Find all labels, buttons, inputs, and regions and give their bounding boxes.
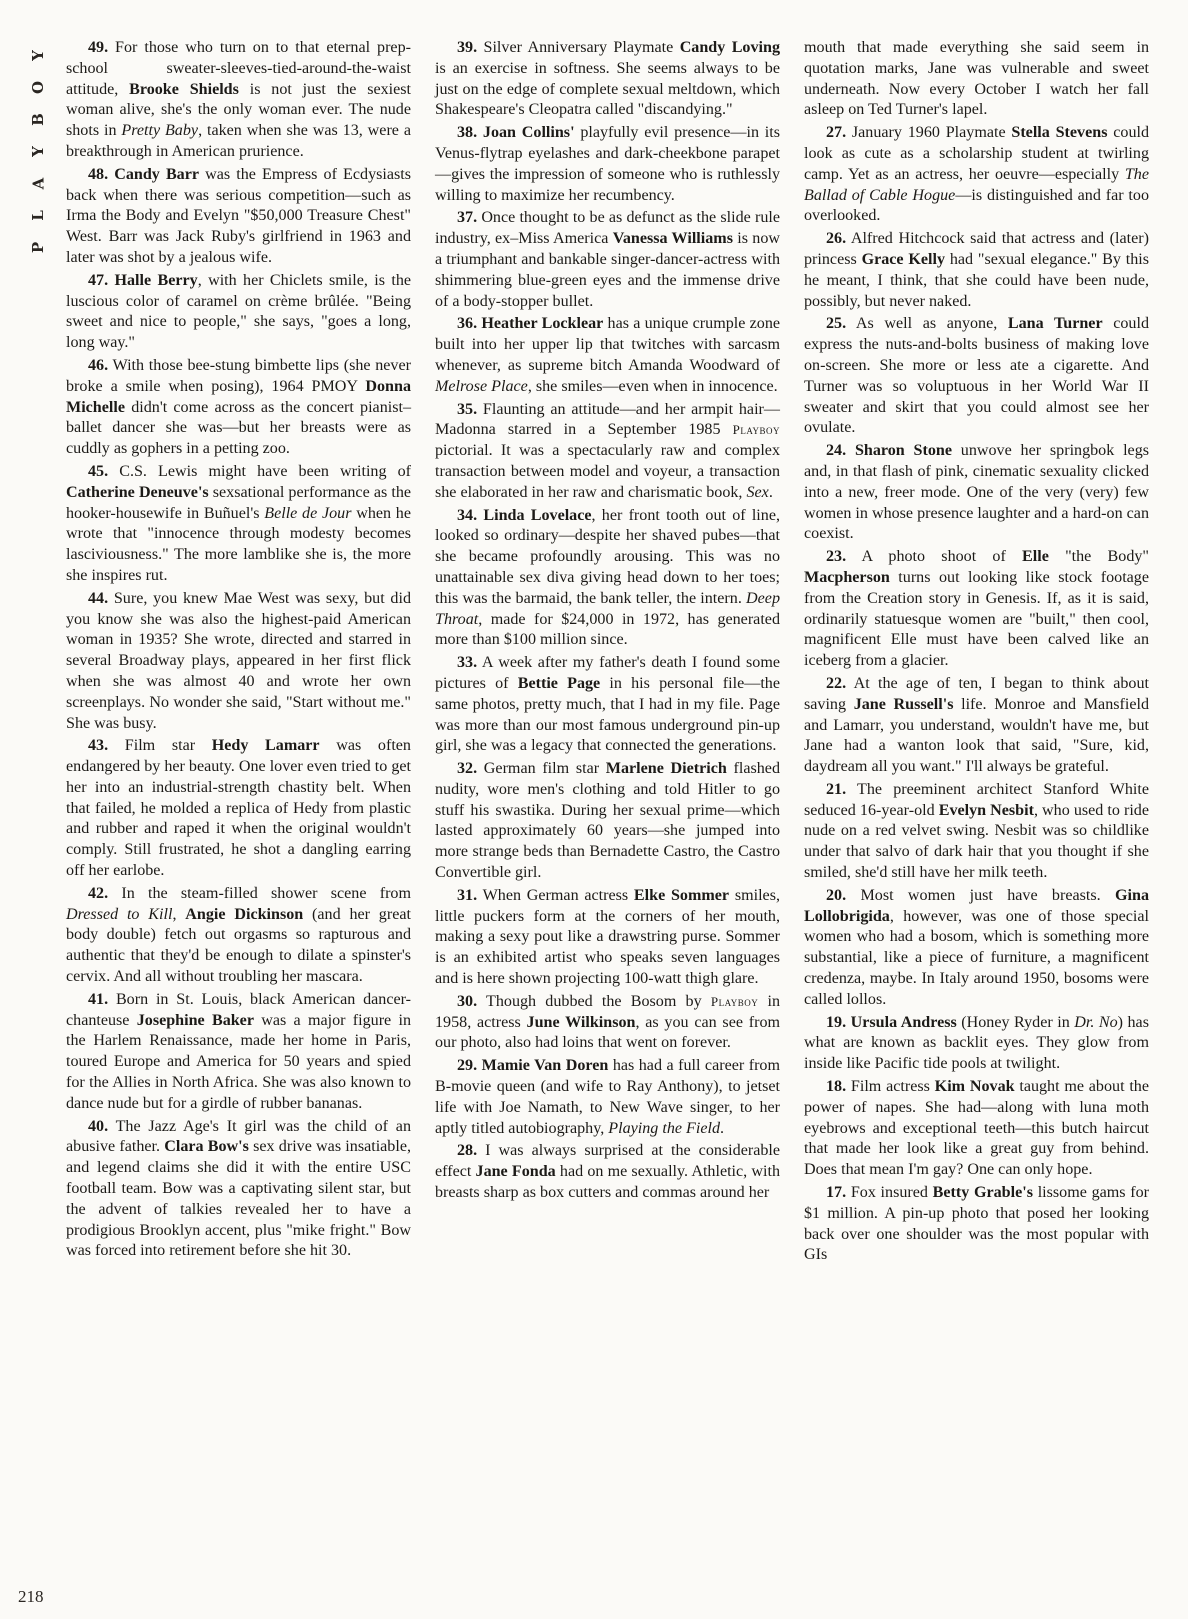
body-text xyxy=(846,442,855,459)
entry-number: 49. xyxy=(88,39,109,56)
body-text: German film star xyxy=(477,760,606,778)
body-text: . xyxy=(768,483,773,501)
body-text: is an exercise in softness. She seems always to be just on the edge of complete sexual meltdown, which Shakespeare's Cleopatra called "discandying." xyxy=(435,59,780,119)
body-text: sexsational performance as the hooker-housewife in Buñuel's xyxy=(66,483,412,522)
body-text: ) has what are known as backlit eyes. They glow from inside like Pacific tide pools at twilight. xyxy=(804,1013,1149,1073)
subject-name: Lana Turner xyxy=(1007,315,1103,333)
title-italic: The Ballad of Cable Hogue xyxy=(804,165,1149,204)
title-italic: Sex xyxy=(746,483,769,501)
subject-name: Candy Barr xyxy=(114,165,200,183)
title-italic: Playing the Field xyxy=(608,1119,721,1137)
body-text: is not just the sexiest woman alive, she's the only woman ever. The nude shots in xyxy=(66,80,412,140)
body-text: taught me about the power of napes. She had—along with luna moth eyebrows and exceptional teeth—this butch haircut that made her look like a great guy from behind. Does that mean I'm gay? One can only hope. xyxy=(804,1078,1149,1179)
body-text: has a unique crumple zone built into her upper lip that twitches with sarcasm whenever, as supreme bitch Amanda Woodward of xyxy=(435,315,781,374)
entry-number: 34. xyxy=(457,506,478,524)
list-item xyxy=(435,992,780,1054)
body-text: in 1958, actress xyxy=(435,992,780,1031)
body-text: unwove her springbok legs and, in that flash of pink, cinematic sexuality clicked into a new, freer mode. One of the very (very) few women in whose presence laughter and a hard-on can coexist. xyxy=(804,442,1149,543)
body-text: sex drive was insatiable, and legend claims she did it with the entire USC football team. Bow was a captivating silent star, but the advent of talkies revealed her to have a prodigious Brooklyn accent, plus "mike fright." Bow was forced into retirement before she hit 30. xyxy=(66,1138,411,1260)
subject-name: Candy Loving xyxy=(679,39,780,56)
subject-name: Linda Lovelace xyxy=(483,506,592,524)
body-text: Fox insured xyxy=(846,1184,933,1202)
list-item xyxy=(66,990,411,1115)
body-text: is now a triumphant and bankable singer-dancer-actress with shimmering blue-green eyes and the immense drive of a body-stopper bullet. xyxy=(435,230,781,310)
entry-number: 43. xyxy=(88,737,109,755)
masthead-letter: B xyxy=(29,112,47,126)
list-item xyxy=(435,400,780,504)
body-text: mouth that made everything she said seem in quotation marks, Jane was vulnerable and sweet underneath. Now every October I watch her fall asleep on Ted Turner's lapel. xyxy=(804,39,1149,119)
body-text: playfully evil presence—in its Venus-flytrap eyelashes and dark-cheekbone parapet—gives the impression of someone who is ruthlessly willing to maximize her recumbency. xyxy=(435,124,780,204)
entry-number: 41. xyxy=(88,990,109,1008)
list-item xyxy=(435,1056,780,1139)
subject-name: Ursula Andress xyxy=(850,1013,957,1031)
entry-number: 28. xyxy=(457,1142,478,1160)
entry-number: 35. xyxy=(457,400,478,418)
subject-name: Elle xyxy=(1022,548,1049,566)
body-text: When German actress xyxy=(477,886,634,904)
body-text: Born in St. Louis, black American dancer-chanteuse xyxy=(66,990,411,1029)
title-italic: Melrose Place xyxy=(435,377,528,395)
title-italic: Dressed to Kill xyxy=(66,905,173,923)
list-item xyxy=(66,589,411,735)
magazine-name: Playboy xyxy=(710,993,759,1009)
entry-number: 26. xyxy=(826,230,847,248)
list-item xyxy=(804,1077,1149,1181)
subject-name: June Wilkinson xyxy=(526,1013,636,1031)
masthead-letter: O xyxy=(28,79,47,95)
body-text: could look as cute as a scholarship student at twirling camp. Yet as an actress, her oeuvre—especially xyxy=(804,124,1150,183)
body-text: Silver Anniversary Playmate xyxy=(477,39,680,56)
subject-name: Betty Grable's xyxy=(932,1184,1033,1202)
body-text: (Honey Ryder in xyxy=(956,1013,1075,1031)
list-item xyxy=(435,1141,780,1203)
entry-number: 39. xyxy=(457,39,478,56)
body-text: life. Monroe and Mansfield and Lamarr, you understand, wouldn't have me, but Jane had a wanton look that said, "Sure, kid, daydream all you want." I'll always be grateful. xyxy=(804,695,1149,776)
list-item xyxy=(66,1117,411,1263)
list-item xyxy=(804,780,1149,884)
subject-name: Heather Locklear xyxy=(481,315,604,333)
entry-number: 46. xyxy=(88,356,109,374)
list-item xyxy=(804,1013,1149,1075)
body-text: , her front tooth out of line, looked so ordinary—despite her shaved pubes—that she became profoundly arousing. This was no unattainable sex diva giving head down to her toes; this was the barmaid, the bank teller, the intern. xyxy=(435,506,780,607)
body-text: when he wrote that "innocence through modesty becomes lasciviousness." The more lamblike she is, the more she inspires rut. xyxy=(66,504,411,584)
entry-number: 36. xyxy=(457,315,478,333)
body-text: in his personal file—the same photos, pretty much, that I had in my file. Page was more than our most famous underground pin-up girl, she was a legacy that connected the generations. xyxy=(435,674,780,755)
body-text: At the age of ten, I began to think about saving xyxy=(804,674,1149,713)
entry-number: 18. xyxy=(826,1078,847,1096)
body-text: (and her great body double) fetch out orgasms so rapturous and authentic that they'd be enough to dilate a spinster's cervix. And all without troubling her mascara. xyxy=(66,905,411,986)
masthead-letter: Y xyxy=(29,49,47,61)
subject-name: Angie Dickinson xyxy=(185,905,304,923)
body-text: The preeminent architect Stanford White seduced 16-year-old xyxy=(804,780,1149,819)
body-text: . xyxy=(720,1119,725,1137)
subject-name: Macpherson xyxy=(804,568,890,586)
subject-name: Gina Lollobrigida xyxy=(804,886,1149,925)
subject-name: Vanessa Williams xyxy=(612,230,733,248)
masthead-letter: L xyxy=(28,209,47,221)
entry-number: 38. xyxy=(457,124,478,142)
title-italic: Deep Throat xyxy=(435,589,780,628)
body-text: For those who turn on to that eternal prep-school sweater-sleeves-tied-around-the-waist attitude, xyxy=(66,39,411,98)
list-item xyxy=(804,123,1149,227)
subject-name: Brooke Shields xyxy=(129,80,239,98)
subject-name: Donna Michelle xyxy=(66,377,411,416)
body-text: lissome gams for $1 million. A pin-up photo that posed her looking back over one shoulder was the most popular with GIs xyxy=(804,1184,1149,1264)
body-text: Alfred Hitchcock said that actress and (later) princess xyxy=(804,230,1149,268)
subject-name: Jane Russell's xyxy=(853,695,954,713)
entry-number: 47. xyxy=(88,271,109,289)
list-item xyxy=(804,441,1149,545)
body-text: , however, was one of those special women who had a bosom, which is something more substantial, like a piece of furniture, a magnificent credenza, maybe. In Italy around 1950, bosoms were called lollos. xyxy=(804,907,1149,1008)
entry-number: 45. xyxy=(88,462,109,480)
subject-name: Mamie Van Doren xyxy=(481,1057,609,1075)
body-text: A week after my father's death I found some pictures of xyxy=(435,654,780,692)
subject-name: Stella Stevens xyxy=(1011,124,1108,142)
subject-name: Grace Kelly xyxy=(861,250,946,268)
list-item xyxy=(804,674,1149,778)
entry-number: 22. xyxy=(826,674,847,692)
text-column-1 xyxy=(66,38,411,1268)
list-item xyxy=(804,1183,1149,1266)
entry-number: 40. xyxy=(88,1117,109,1135)
body-text: had "sexual elegance." By this he meant, I think, that she could have been nude, possibly, but never naked. xyxy=(804,250,1149,310)
list-item xyxy=(804,547,1149,672)
list-item xyxy=(66,165,411,269)
body-text: Film actress xyxy=(846,1078,935,1096)
body-text: had on me sexually. Athletic, with breasts sharp as box cutters and commas around her xyxy=(435,1163,780,1202)
body-text: C.S. Lewis might have been writing of xyxy=(108,462,411,480)
list-item xyxy=(66,356,411,460)
body-text: , as you can see from our photo, also had loins that went on forever. xyxy=(435,1013,781,1052)
text-column-2 xyxy=(435,38,780,1268)
entry-number: 48. xyxy=(88,165,109,183)
entry-number: 37. xyxy=(457,209,478,227)
body-text: A photo shoot of xyxy=(846,548,1023,566)
body-text: , taken when she was 13, were a breakthrough in American prurience. xyxy=(66,122,411,160)
masthead-letter: Y xyxy=(29,145,47,157)
body-text: flashed nudity, wore men's clothing and told Hitler to go stuff his swastika. During her sexual prime—which lasted approximately 60 years—she jumped into more strange beds than Bernadette Castro, the Castro Convertible girl. xyxy=(435,760,781,882)
list-item xyxy=(804,314,1149,439)
list-item xyxy=(804,229,1149,312)
title-italic: Belle de Jour xyxy=(264,504,352,522)
entry-number: 27. xyxy=(826,124,847,142)
entry-number: 24. xyxy=(826,442,847,460)
list-item xyxy=(435,38,780,121)
body-text: In the steam-filled shower scene from xyxy=(108,884,411,902)
body-text: could express the nuts-and-bolts business of making love on-screen. She more or less ate a cigarette. And Turner was so voluptuous in her World War II sweater and skirt that you could almost see her ovulate. xyxy=(804,315,1149,437)
body-text: Film star xyxy=(108,737,212,755)
entry-number: 44. xyxy=(88,589,109,607)
body-text: , with her Chiclets smile, is the luscious color of caramel on crème brûlée. "Being sweet and nice to people," she says, "goes a long, long way." xyxy=(66,271,412,352)
body-text: As well as anyone, xyxy=(846,315,1008,333)
list-item xyxy=(435,314,780,397)
entry-number: 32. xyxy=(457,760,478,778)
entry-number: 29. xyxy=(457,1057,478,1075)
masthead-letter: A xyxy=(28,176,47,190)
body-text: has had a full career from B-movie queen (and wife to Ray Anthony), to jetset life with Joe Namath, to New Wave singer, to her aptly titled autobiography, xyxy=(435,1057,780,1137)
vertical-masthead xyxy=(18,46,58,256)
entry-number: 19. xyxy=(826,1013,847,1031)
text-column-3 xyxy=(804,38,1149,1268)
body-text: , made for $24,000 in 1972, has generated more than $100 million since. xyxy=(435,610,780,649)
title-italic: Dr. No xyxy=(1074,1013,1118,1031)
list-item xyxy=(435,759,780,884)
subject-name: Jane Fonda xyxy=(475,1163,556,1181)
list-item xyxy=(66,884,411,988)
subject-name: Elke Sommer xyxy=(633,886,730,904)
subject-name: Clara Bow's xyxy=(164,1138,249,1156)
list-item xyxy=(435,506,780,652)
body-text: pictorial. It was a spectacularly raw and complex transaction between model and voyeur, a transaction she elaborated in her raw and charismatic book, xyxy=(435,442,780,501)
title-italic: Pretty Baby xyxy=(121,122,199,140)
body-text: "the Body" xyxy=(1048,548,1149,566)
entry-number: 33. xyxy=(457,654,478,672)
body-text: Most women just have breasts. xyxy=(846,886,1115,904)
list-item xyxy=(435,208,780,312)
body-text: —is distinguished and far too overlooked. xyxy=(804,186,1150,225)
list-item xyxy=(435,123,780,206)
body-text: didn't come across as the concert pianist–ballet dancer she was—but her breasts were as cuddly as gophers in a petting zoo. xyxy=(66,398,411,458)
body-text: Once thought to be as defunct as the slide rule industry, ex–Miss America xyxy=(435,209,780,248)
entry-number: 42. xyxy=(88,884,109,902)
page-number: 218 xyxy=(18,1587,44,1606)
list-item xyxy=(66,736,411,882)
subject-name: Sharon Stone xyxy=(854,442,952,460)
entry-number: 20. xyxy=(826,886,847,904)
body-text: With those bee-stung bimbette lips (she never broke a smile when posing), 1964 PMOY xyxy=(66,356,411,395)
body-text: was the Empress of Ecdysiasts back when there was serious competition—such as Irma the Body and Evelyn "$50,000 Treasure Chest" West. Barr was Jack Ruby's girlfriend in 1963 and later was shot by a jealous wife. xyxy=(66,165,411,266)
subject-name: Hedy Lamarr xyxy=(211,737,320,755)
list-item xyxy=(66,462,411,587)
body-text: Flaunting an attitude—and her armpit hair—Madonna starred in a September 1985 xyxy=(435,400,780,439)
entry-number: 17. xyxy=(826,1184,847,1202)
body-text: Though dubbed the Bosom by xyxy=(477,992,711,1010)
subject-name: Kim Novak xyxy=(934,1078,1015,1096)
entry-number: 23. xyxy=(826,548,847,566)
body-text: I was always surprised at the considerable effect xyxy=(435,1142,780,1181)
body-text: Sure, you knew Mae West was sexy, but did you know she was also the highest-paid American woman in 1935? She wrote, directed and starred in several Broadway plays, appeared in her first flick when she was almost 40 and wrote her own screenplays. No wonder she said, "Start without me." She was busy. xyxy=(66,589,411,732)
subject-name: Evelyn Nesbit xyxy=(938,801,1034,819)
subject-name: Joan Collins' xyxy=(482,124,575,142)
list-item xyxy=(435,653,780,757)
body-text: was a major figure in the Harlem Renaissance, made her home in Paris, toured Europe and America for 50 years and spied for the Allies in North Africa. She was also known to dance nude but for a girdle of rubber bananas. xyxy=(66,1011,411,1112)
list-item xyxy=(66,38,411,163)
masthead-letter: P xyxy=(29,240,47,254)
body-text: , she smiles—even when in innocence. xyxy=(527,377,778,395)
body-text: smiles, little puckers form at the corners of her mouth, making a sexy pout like a drawstring purse. Sommer is an exhibited artist who speaks seven languages and is here shown projecting 100-watt thigh glare. xyxy=(435,886,780,988)
body-text: , xyxy=(172,905,186,923)
subject-name: Bettie Page xyxy=(517,674,601,692)
article-body xyxy=(66,38,1149,1268)
magazine-name: Playboy xyxy=(732,422,780,438)
list-item xyxy=(66,271,411,354)
subject-name: Halle Berry xyxy=(114,271,198,289)
entry-number: 25. xyxy=(826,315,847,333)
body-text: January 1960 Playmate xyxy=(846,124,1012,142)
list-item xyxy=(804,886,1149,1011)
subject-name: Marlene Dietrich xyxy=(605,760,727,778)
entry-number: 31. xyxy=(457,886,478,904)
body-text: was often endangered by her beauty. One lover even tried to get her into an industrial-strength chastity belt. When that failed, he molded a replica of Hedy from plastic and rubber and raped it when the original wouldn't comply. Still frustrated, he shot a dangling earring off her earlobe. xyxy=(66,737,411,880)
body-text: , who used to ride nude on a red velvet swing. Nesbit was so childlike under that salvo of dark hair that you thought if she smiled, she'd still have her milk teeth. xyxy=(804,801,1149,882)
body-text: The Jazz Age's It girl was the child of an abusive father. xyxy=(66,1117,411,1156)
entry-number: 30. xyxy=(457,992,478,1010)
entry-number: 21. xyxy=(826,780,847,798)
list-item xyxy=(435,886,780,990)
subject-name: Josephine Baker xyxy=(136,1011,254,1029)
list-item xyxy=(804,38,1149,121)
subject-name: Catherine Deneuve's xyxy=(66,483,209,501)
body-text: turns out looking like stock footage from the Creation story in Genesis. If, as it is said, ordinarily statuesque women are "built," then cool, magnificent Elle must have been calved like an iceberg from a glacier. xyxy=(804,568,1149,670)
